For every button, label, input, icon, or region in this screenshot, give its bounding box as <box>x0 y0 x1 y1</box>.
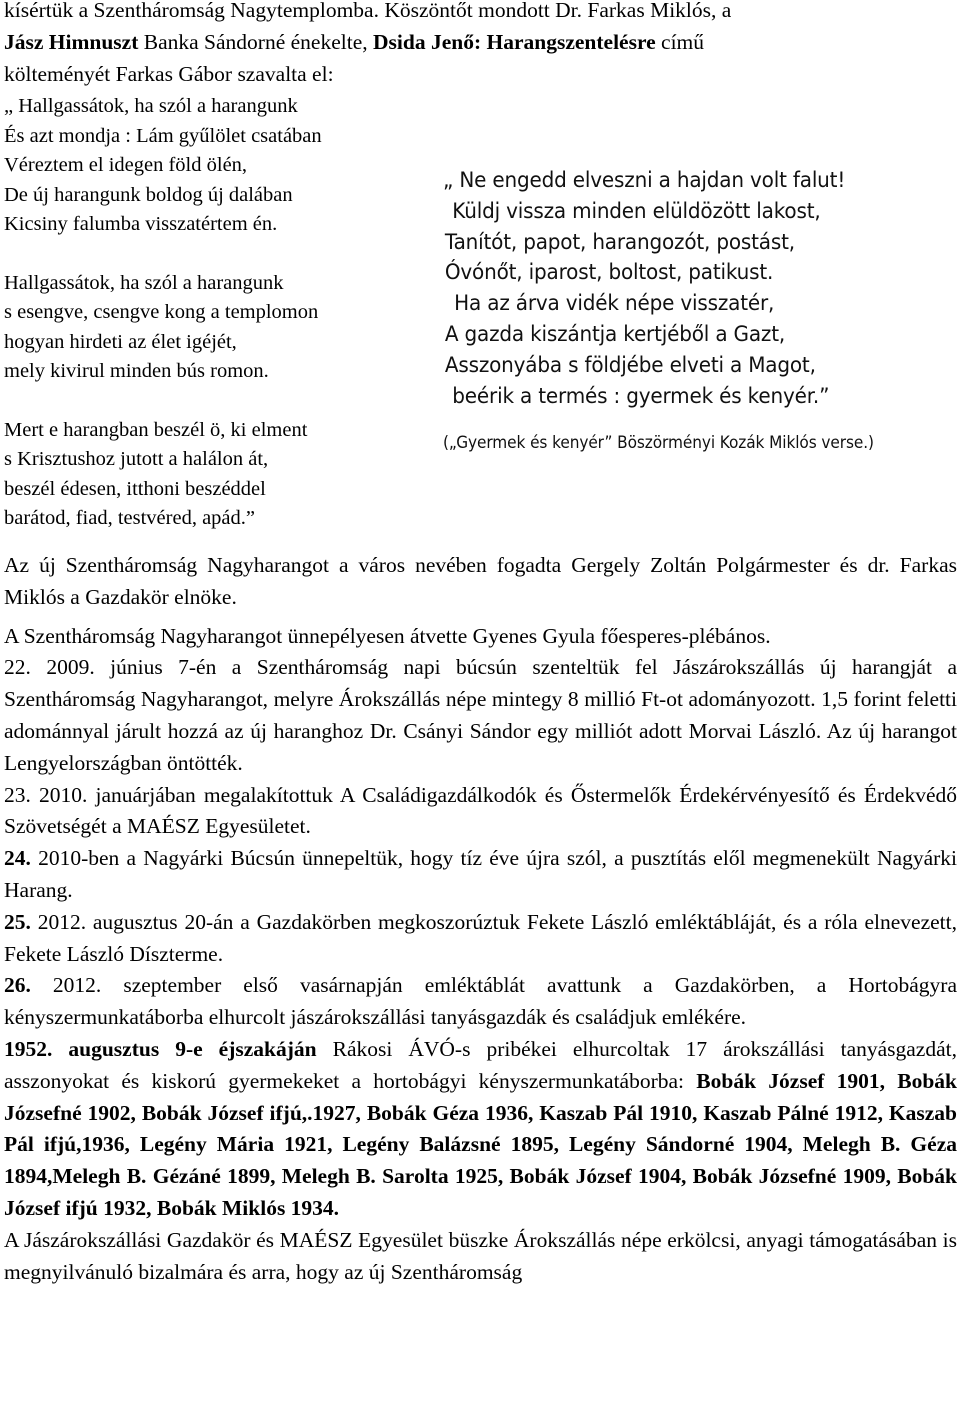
poem-stanza <box>4 269 424 387</box>
poem-line: barátod, fiad, testvéred, apád.” <box>4 507 256 529</box>
poem2-line: Asszonyába s földjébe elveti a Magot, <box>444 352 816 378</box>
document-body <box>4 550 957 1288</box>
paragraph <box>4 843 957 907</box>
poem-stanza <box>4 416 424 534</box>
poem-line: mely kivirul minden bús romon. <box>4 360 269 382</box>
intro-line-2 <box>4 27 957 59</box>
item-number: 25. <box>4 909 31 934</box>
paragraph-text: 2012. augusztus 20-án a Gazdakörben megkoszorúztuk Fekete László emléktábláját, és a róla elnevezett, Fekete László Díszterme. <box>4 909 957 966</box>
poem2-line: A gazda kiszántja kertjéből a Gazt, <box>444 321 786 347</box>
paragraph-text: 2012. szeptember első vasárnapján emléktáblát avattunk a Gazdakörben, a Hortobágyra kényszermunkatáborba elhurcolt jászárokszállási tanyásgazdák és családjuk emlékére. <box>4 973 957 1030</box>
paragraph: A Szentháromság Nagyharangot ünnepélyesen átvette Gyenes Gyula főesperes-plébános. <box>4 623 771 648</box>
paragraph-text: Rákosi ÁVÓ-s pribékei elhurcoltak 17 árokszállási tanyásgazdát, asszonyokat és kiskorú gyermekeket a hortobágyi kényszermunkatáborba: <box>4 1036 957 1093</box>
poem-gyermek-es-kenyer <box>443 166 917 459</box>
poem-line: s Krisztushoz jutott a halálon át, <box>4 448 269 470</box>
poem-line: s esengve, csengve kong a templomon <box>4 301 319 323</box>
poem-line: De új harangunk boldog új dalában <box>4 183 293 206</box>
intro-text: című <box>655 29 705 54</box>
poem2-line: Óvónőt, iparost, boltost, patikust. <box>444 260 774 286</box>
jasz-himnusz-title: Jász Himnuszt <box>4 29 139 54</box>
poem-line: hogyan hirdeti az élet igéjét, <box>4 330 237 353</box>
paragraph: 22. 2009. június 7-én a Szentháromság napi búcsún szenteltük fel Jászárokszállás új harangját a Szentháromság Nagyharangot, melyre Árokszállás népe mintegy 8 millió Ft-ot adományozott. 1,5 forint feletti adománnyal járult hozzá az új haranghoz Dr. Csányi Sándor egy milliót adott Morvai László. Az új harangot Lengyelországban öntötték. <box>4 655 957 775</box>
paragraph <box>4 907 957 971</box>
paragraph <box>4 1034 957 1225</box>
poem2-line: beérik a termés : gyermek és kenyér.” <box>452 383 830 409</box>
poem2-source: („Gyermek és kenyér” Böszörményi Kozák Miklós verse.) <box>443 433 874 453</box>
item-number: 24. <box>4 846 31 871</box>
item-number: 26. <box>4 973 31 998</box>
intro-line-3: költeményét Farkas Gábor szavalta el: <box>4 61 334 86</box>
poem2-line: „ Ne engedd elveszni a hajdan volt falut! <box>443 168 846 193</box>
poem2-line: Küldj vissza minden elüldözött lakost, <box>452 198 821 224</box>
names-list: Bobák József 1901, Bobák Józsefné 1902, Bobák József ifjú,.1927, Bobák Géza 1936, Kaszab Pál 1910, Kaszab Pálné 1912, Kaszab Pál ifjú,1936, Legény Mária 1921, Legény Balázsné 1895, Legény Sándorné 1904, Melegh B. Géza 1894,Melegh B. Gézáné 1899, Melegh B. Sarolta 1925, Bobák József 1904, Bobák Józsefné 1909, Bobák József ifjú 1932, Bobák Miklós 1934. <box>4 1068 958 1220</box>
poem-line: „ Hallgassátok, ha szól a harangunk <box>4 95 298 117</box>
poem-line: Hallgassátok, ha szól a harangunk <box>4 271 284 294</box>
poem2-line: Tanítót, papot, harangozót, postást, <box>444 229 795 255</box>
poem-line: Mert e harangban beszél ö, ki elment <box>4 418 308 441</box>
paragraph: Az új Szentháromság Nagyharangot a város nevében fogadta Gergely Zoltán Polgármester és dr. Farkas Miklós a Gazdakör elnöke. <box>4 553 957 609</box>
paragraph: A Jászárokszállási Gazdakör és MAÉSZ Egyesület büszke Árokszállás népe erkölcsi, anyagi támogatásában is megnyilvánuló bizalmára és arra, hogy az új Szentháromság <box>4 1227 957 1284</box>
poem-line: Kicsiny falumba visszatértem én. <box>4 213 278 235</box>
poem-harangszentelesre <box>4 92 424 563</box>
intro-line-1: kísértük a Szentháromság Nagytemplomba. Köszöntőt mondott Dr. Farkas Miklós, a <box>4 0 732 22</box>
poem2-line: Ha az árva vidék népe visszatér, <box>454 291 775 317</box>
poem-title: Dsida Jenő: Harangszentelésre <box>373 29 656 54</box>
event-date: 1952. augusztus 9-e éjszakáján <box>4 1036 317 1061</box>
poem-line: beszél édesen, itthoni beszéddel <box>4 477 266 500</box>
paragraph <box>4 970 957 1034</box>
poem-stanza <box>4 92 424 240</box>
document-page <box>4 0 957 90</box>
intro-text: Banka Sándorné énekelte, <box>138 29 373 54</box>
paragraph-text: 2010-ben a Nagyárki Búcsún ünnepeltük, hogy tíz éve újra szól, a pusztítás elől megmenekült Nagyárki Harang. <box>4 846 957 902</box>
poem-line: Véreztem el idegen föld ölén, <box>4 154 248 176</box>
paragraph: 23. 2010. januárjában megalakítottuk A Családigazdálkodók és Őstermelők Érdekérvényesítő és Érdekvédő Szövetségét a MAÉSZ Egyesületet. <box>4 782 957 839</box>
poem-line: És azt mondja : Lám gyűlölet csatában <box>4 124 322 147</box>
